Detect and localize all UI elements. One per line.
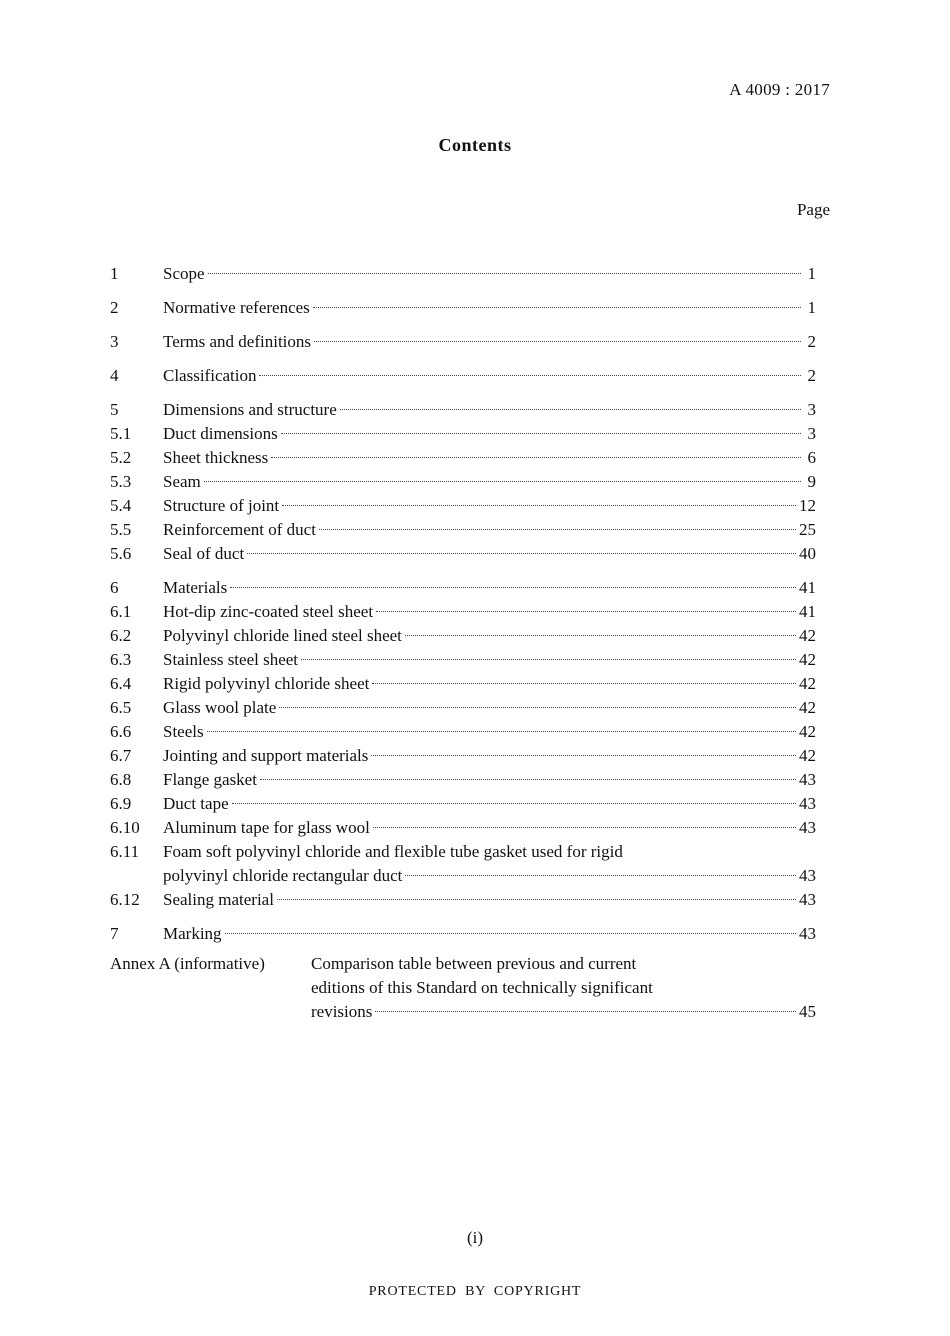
toc-title: Glass wool plate [163, 698, 277, 717]
toc-number: 6.8 [110, 770, 132, 789]
toc-number: 5.4 [110, 496, 132, 515]
toc-title: Sheet thickness [163, 448, 269, 467]
dot-leader [247, 553, 796, 554]
page-column-header: Page [796, 200, 830, 219]
toc-title: Reinforcement of duct [163, 520, 316, 539]
toc-number: 6.1 [110, 602, 132, 621]
dot-leader [405, 635, 796, 636]
toc-entry-6-6[interactable] [110, 720, 830, 744]
toc-number: 4 [110, 366, 119, 385]
toc-number: 5.6 [110, 544, 132, 563]
toc-number: 6.3 [110, 650, 132, 669]
toc-page: 45 [799, 1002, 816, 1021]
toc-page: 9 [807, 472, 816, 491]
toc-entry-6-12[interactable] [110, 888, 830, 912]
toc-page: 1 [807, 264, 816, 283]
toc-title: Terms and definitions [163, 332, 312, 351]
dot-leader [319, 529, 796, 530]
toc-page: 42 [799, 722, 816, 741]
dot-leader [373, 827, 796, 828]
toc-entry-6-2[interactable] [110, 624, 830, 648]
dot-leader [314, 341, 801, 342]
toc-title: Structure of joint [163, 496, 280, 515]
toc-title-continued: polyvinyl chloride rectangular duct [163, 866, 403, 885]
toc-title: Hot-dip zinc-coated steel sheet [163, 602, 374, 621]
toc-entry-5-3[interactable] [110, 470, 830, 494]
toc-number: 5.3 [110, 472, 132, 491]
toc-entry-5-1[interactable] [110, 422, 830, 446]
annex-title-last-line [311, 1000, 830, 1024]
toc-page: 6 [807, 448, 816, 467]
toc-number: 6.5 [110, 698, 132, 717]
toc-page: 2 [807, 332, 816, 351]
toc-title: Steels [163, 722, 204, 741]
toc-entry-3[interactable] [110, 330, 830, 354]
toc-title: Duct tape [163, 794, 229, 813]
table-of-contents [110, 262, 830, 946]
dot-leader [281, 433, 801, 434]
toc-title: Foam soft polyvinyl chloride and flexible tube gasket used for rigid [163, 842, 623, 861]
toc-number: 6.7 [110, 746, 132, 765]
toc-page: 1 [807, 298, 816, 317]
toc-title: Classification [163, 366, 257, 385]
toc-entry-6-4[interactable] [110, 672, 830, 696]
toc-page: 42 [799, 626, 816, 645]
toc-page: 3 [807, 424, 816, 443]
toc-page: 42 [799, 650, 816, 669]
dot-leader [313, 307, 801, 308]
copyright-notice: PROTECTED BY COPYRIGHT [368, 1284, 582, 1299]
toc-title: Normative references [163, 298, 310, 317]
toc-number: 7 [110, 924, 119, 943]
toc-entry-7[interactable] [110, 922, 830, 946]
toc-title: Polyvinyl chloride lined steel sheet [163, 626, 402, 645]
dot-leader [371, 755, 796, 756]
dot-leader [375, 1011, 796, 1012]
toc-entry-6-9[interactable] [110, 792, 830, 816]
toc-entry-5[interactable] [110, 398, 830, 422]
dot-leader [405, 875, 796, 876]
toc-title: Jointing and support materials [163, 746, 369, 765]
toc-page: 2 [807, 366, 816, 385]
toc-title: Rigid polyvinyl chloride sheet [163, 674, 370, 693]
toc-number: 6.2 [110, 626, 132, 645]
toc-entry-6-1[interactable] [110, 600, 830, 624]
toc-entry-5-5[interactable] [110, 518, 830, 542]
toc-number: 1 [110, 264, 119, 283]
toc-number: 6.4 [110, 674, 132, 693]
toc-number: 5.2 [110, 448, 132, 467]
toc-page: 42 [799, 746, 816, 765]
page-title: Contents [438, 135, 512, 155]
dot-leader [225, 933, 796, 934]
toc-title: Flange gasket [163, 770, 257, 789]
toc-number: 6.11 [110, 842, 140, 861]
toc-number: 5.1 [110, 424, 132, 443]
toc-page: 43 [799, 866, 816, 885]
toc-page: 43 [799, 890, 816, 909]
dot-leader [282, 505, 796, 506]
toc-title: Seal of duct [163, 544, 245, 563]
toc-title: Duct dimensions [163, 424, 278, 443]
dot-leader [277, 899, 796, 900]
page-number: (i) [466, 1228, 484, 1247]
toc-title: Marking [163, 924, 222, 943]
dot-leader [207, 731, 796, 732]
toc-entry-6-7[interactable] [110, 744, 830, 768]
toc-entry-6-11[interactable] [110, 840, 830, 888]
dot-leader [279, 707, 796, 708]
dot-leader [259, 375, 801, 376]
toc-title: Stainless steel sheet [163, 650, 299, 669]
toc-title: Seam [163, 472, 201, 491]
toc-entry-6-8[interactable] [110, 768, 830, 792]
toc-number: 6.10 [110, 818, 140, 837]
annex-title [311, 952, 830, 1024]
dot-leader [260, 779, 796, 780]
toc-entry-6-3[interactable] [110, 648, 830, 672]
toc-title: Dimensions and structure [163, 400, 337, 419]
toc-entry-6-10[interactable] [110, 816, 830, 840]
toc-entry-1[interactable] [110, 262, 830, 286]
toc-page: 43 [799, 794, 816, 813]
toc-entry-6[interactable] [110, 576, 830, 600]
dot-leader [340, 409, 801, 410]
annex-title-line: Comparison table between previous and current [311, 954, 637, 973]
toc-number: 5 [110, 400, 119, 419]
annex-title-line: revisions [311, 1002, 373, 1021]
toc-page: 43 [799, 818, 816, 837]
toc-entry-5-6[interactable] [110, 542, 830, 566]
annex-label: Annex A (informative) [110, 954, 265, 973]
toc-page: 41 [799, 602, 816, 621]
toc-number: 3 [110, 332, 119, 351]
document-id: A 4009 : 2017 [729, 80, 830, 99]
toc-number: 6.12 [110, 890, 140, 909]
toc-number: 6 [110, 578, 119, 597]
dot-leader [230, 587, 796, 588]
toc-entry-5-4[interactable] [110, 494, 830, 518]
toc-title: Materials [163, 578, 228, 597]
toc-number: 6.6 [110, 722, 132, 741]
toc-page: 43 [799, 924, 816, 943]
dot-leader [204, 481, 801, 482]
dot-leader [232, 803, 796, 804]
toc-entry-5-2[interactable] [110, 446, 830, 470]
dot-leader [208, 273, 801, 274]
toc-page: 42 [799, 698, 816, 717]
toc-number: 2 [110, 298, 119, 317]
toc-page: 42 [799, 674, 816, 693]
toc-page: 41 [799, 578, 816, 597]
toc-title: Aluminum tape for glass wool [163, 818, 370, 837]
annex-title-line: editions of this Standard on technically significant [311, 978, 653, 997]
toc-entry-6-5[interactable] [110, 696, 830, 720]
toc-page: 25 [799, 520, 816, 539]
toc-page: 12 [799, 496, 816, 515]
toc-entry-2[interactable] [110, 296, 830, 320]
dot-leader [301, 659, 796, 660]
toc-number: 5.5 [110, 520, 132, 539]
toc-number: 6.9 [110, 794, 132, 813]
dot-leader [376, 611, 796, 612]
dot-leader [271, 457, 801, 458]
toc-page: 3 [807, 400, 816, 419]
dot-leader [372, 683, 796, 684]
toc-entry-4[interactable] [110, 364, 830, 388]
toc-page: 40 [799, 544, 816, 563]
toc-title: Sealing material [163, 890, 274, 909]
toc-title: Scope [163, 264, 205, 283]
toc-page: 43 [799, 770, 816, 789]
